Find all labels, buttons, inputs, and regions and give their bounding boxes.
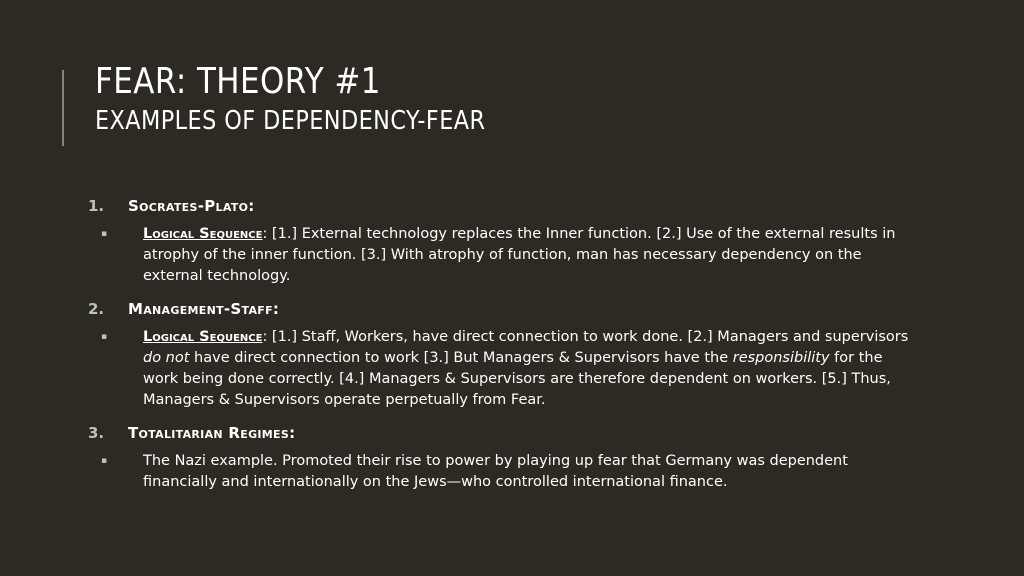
title-accent-rule — [62, 70, 64, 146]
slide-subtitle: EXAMPLES OF DEPENDENCY-FEAR — [95, 106, 486, 136]
item-heading: Totalitarian Regimes: — [128, 424, 296, 442]
square-bullet-icon: ▪ — [101, 332, 108, 342]
body-text: : [1.] Staff, Workers, have direct connection to work done. [2.] Managers and supervisors — [262, 329, 909, 345]
emphasis-text: do not — [143, 350, 190, 366]
emphasis-text: responsibility — [732, 350, 830, 366]
square-bullet-icon: ▪ — [101, 456, 108, 466]
lead-label: Logical Sequence — [143, 329, 263, 345]
body-text: : [1.] External technology replaces the Inner function. [2.] Use of the external results in atrophy of the inner function. [3.] With atrophy of function, man has necessary dependency on the external technology. — [143, 226, 896, 284]
bullet-text: The Nazi example. Promoted their rise to power by playing up fear that Germany was dependent financially and internationally on the Jews—who controlled international finance. — [143, 453, 848, 490]
lead-label: Logical Sequence — [143, 226, 263, 242]
item-heading: Management-Staff: — [128, 300, 280, 318]
body-text: for the work being done correctly. [4.] Managers & Supervisors are therefore dependent on workers. [5.] Thus, Managers & Supervisors operate perpetually from Fear. — [143, 350, 891, 408]
bullet-text — [143, 327, 918, 411]
list-item-management-staff — [88, 299, 918, 411]
item-number: 1. — [88, 197, 105, 215]
item-number: 2. — [88, 300, 105, 318]
slide-title: FEAR: THEORY #1 — [95, 61, 381, 102]
bullet-text — [143, 224, 918, 287]
title-block — [95, 60, 975, 138]
item-number: 3. — [88, 424, 105, 442]
square-bullet-icon: ▪ — [101, 229, 108, 239]
item-heading: Socrates-Plato: — [128, 197, 255, 215]
body-text: have direct connection to work [3.] But Managers & Supervisors have the — [189, 350, 733, 366]
content-list — [88, 196, 918, 505]
list-item-socrates-plato — [88, 196, 918, 287]
list-item-totalitarian-regimes — [88, 423, 918, 493]
